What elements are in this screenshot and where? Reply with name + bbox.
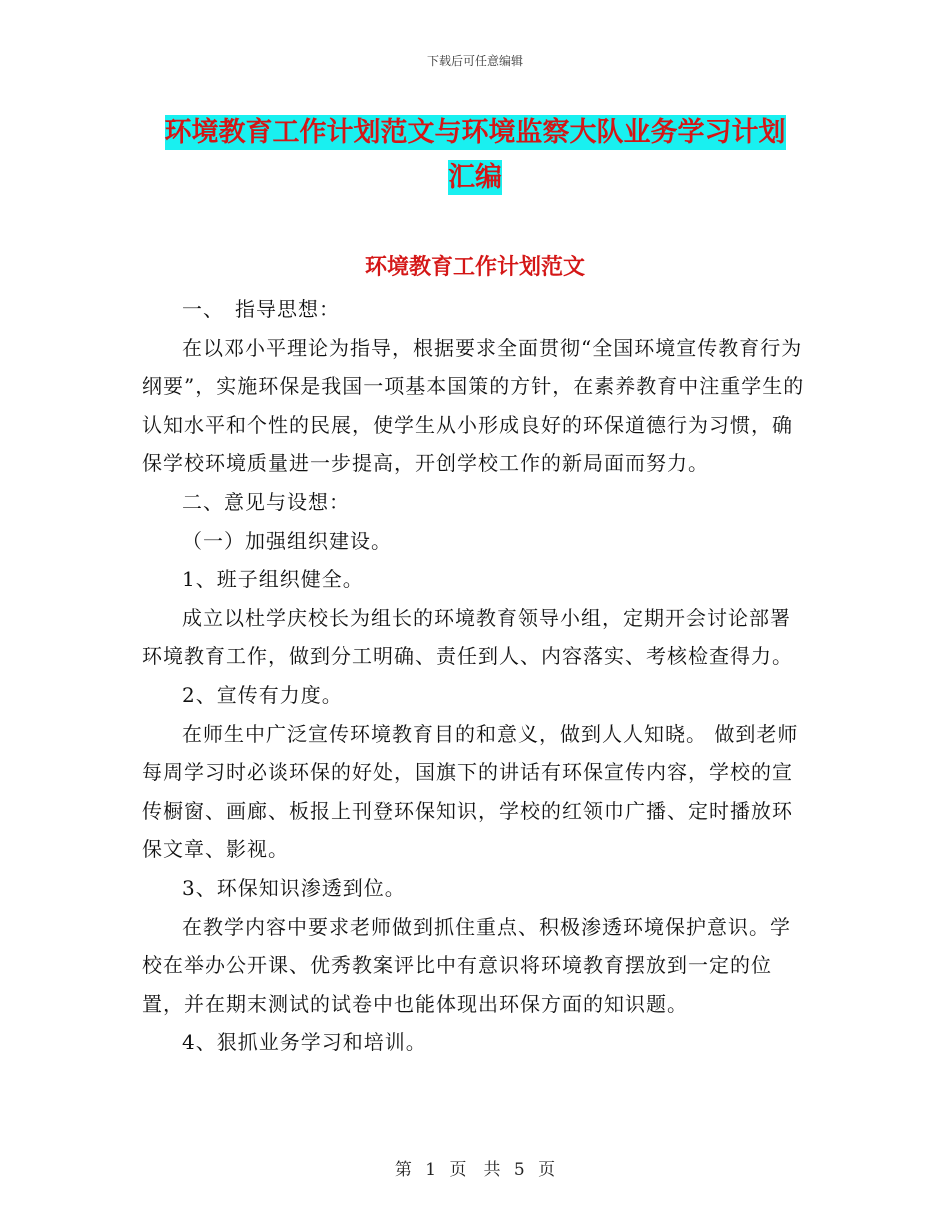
paragraph: 成立以杜学庆校长为组长的环境教育领导小组，定期开会讨论部署环境教育工作，做到分工明确、责任到人、内容落实、考核检查得力。 [142, 605, 793, 669]
footer-suffix: 页 [538, 1160, 556, 1180]
header-note: 下载后可任意编辑 [426, 54, 523, 68]
paragraph-heading: 3、环保知识渗透到位。 [182, 875, 406, 900]
footer-mid: 页 共 [449, 1160, 501, 1180]
title-line-2: 汇编 [448, 162, 502, 193]
document-body [142, 290, 810, 1062]
paragraph-heading: （一）加强组织建设。 [182, 528, 392, 553]
paragraph-heading: 1、班子组织健全。 [182, 567, 364, 592]
section-title: 环境教育工作计划范文 [364, 255, 585, 280]
document-title [140, 110, 810, 200]
footer-page-number: 1 [425, 1160, 437, 1180]
paragraph: 在教学内容中要求老师做到抓住重点、积极渗透环境保护意识。学校在举办公开课、优秀教案评比中有意识将环境教育摆放到一定的位置，并在期末测试的试卷中也能体现出环保方面的知识题。 [142, 914, 791, 1016]
paragraph: 在师生中广泛宣传环境教育目的和意义，做到人人知晓。 做到老师每周学习时必谈环保的好处，国旗下的讲话有环保宣传内容，学校的宣传橱窗、画廊、板报上刊登环保知识，学校的红领巾广播、定时播放环保文章、影视。 [142, 721, 799, 862]
paragraph-heading: 二、意见与设想： [182, 489, 350, 514]
page-footer [0, 1155, 950, 1180]
paragraph-guiding-heading: 一、 指导思想： [182, 297, 340, 321]
paragraph: 在以邓小平理论为指导，根据要求全面贯彻“全国环境宣传教育行为纲要”，实施环保是我国一项基本国策的方针，在素养教育中注重学生的认知水平和个性的民展，使学生从小形成良好的环保道德行为习惯，确保学校环境质量进一步提高，开创学校工作的新局面而努力。 [142, 335, 805, 476]
title-line-1: 环境教育工作计划范文与环境监察大队业务学习计划 [164, 117, 786, 148]
footer-total-pages: 5 [513, 1160, 525, 1180]
footer-prefix: 第 [394, 1160, 412, 1180]
paragraph-heading: 4、狠抓业务学习和培训。 [182, 1030, 427, 1055]
paragraph-heading: 2、宣传有力度。 [182, 682, 343, 707]
